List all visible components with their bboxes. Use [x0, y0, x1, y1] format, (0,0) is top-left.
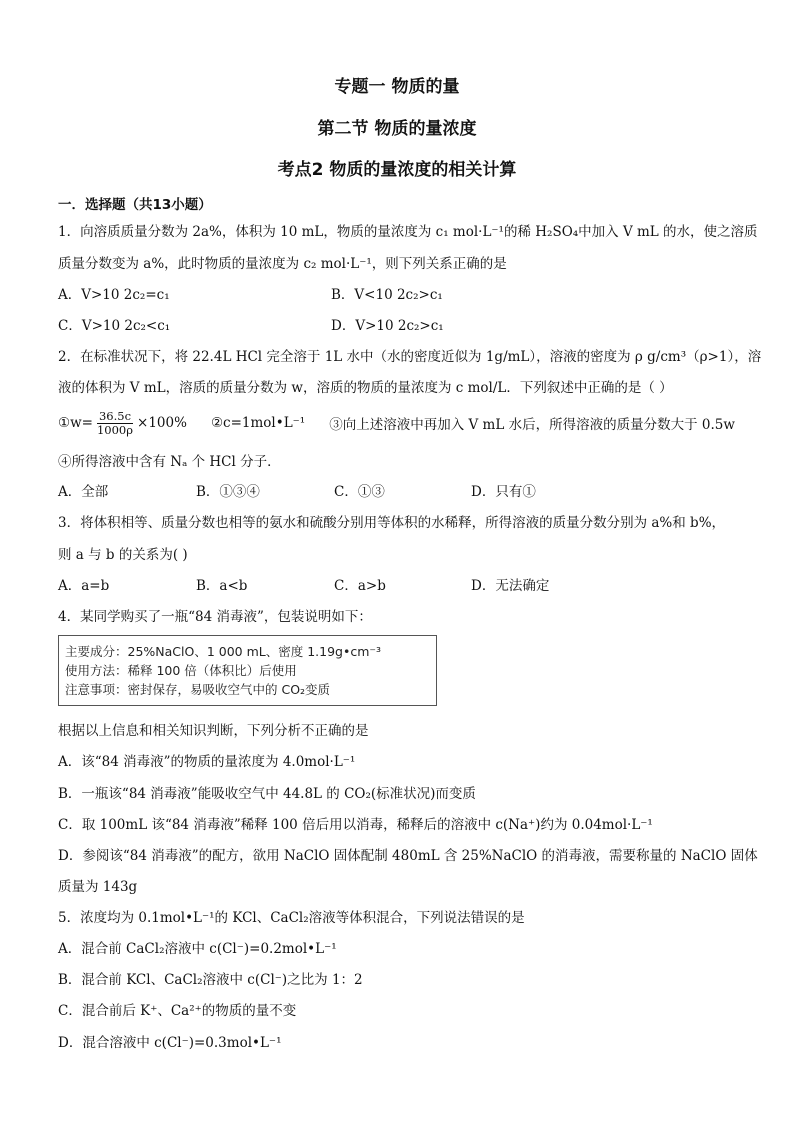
q5-option-a: A．混合前 CaCl₂溶液中 c(Cl⁻)=0.2mol•L⁻¹	[58, 941, 337, 957]
q4-stem-line1: 4．某同学购买了一瓶“84 消毒液”，包装说明如下：	[58, 609, 372, 625]
section-title: 第二节 物质的量浓度	[317, 119, 477, 139]
q4-option-d-line1: D．参阅该“84 消毒液”的配方，欲用 NaClO 固体配制 480mL 含 25%NaClO 的消毒液，需要称量的 NaClO 固体	[58, 848, 758, 864]
q3-stem-line2: 则 a 与 b 的关系为( )	[58, 547, 188, 563]
q5-option-b: B．混合前 KCl、CaCl₂溶液中 c(Cl⁻)之比为 1：2	[58, 972, 363, 988]
q2-statement4: ④所得溶液中含有 Nₐ 个 HCl 分子．	[58, 454, 281, 470]
q2-statement2: ②c=1mol•L⁻¹	[210, 415, 306, 431]
q4-label-notes: 注意事项：密封保存，易吸收空气中的 CO₂变质	[65, 682, 331, 697]
q1-stem-line2: 质量分数变为 a%，此时物质的量浓度为 c₂ mol·L⁻¹，则下列关系正确的是	[58, 256, 507, 272]
q2-statement1-fraction	[95, 410, 135, 437]
q4-label-box	[58, 635, 437, 706]
q2-stem-line1: 2．在标准状况下，将 22.4L HCl 完全溶于 1L 水中（水的密度近似为 1g/mL），溶液的密度为 ρ g/cm³（ρ>1），溶	[58, 349, 762, 365]
q1-option-d: D．V>10 2c₂>c₁	[331, 318, 444, 334]
q4-label-usage: 使用方法：稀释 100 倍（体积比）后使用	[65, 663, 297, 678]
q2-option-b: B．①③④	[196, 484, 260, 500]
q3-option-c: C．a>b	[334, 578, 386, 594]
fraction-denominator: 1000ρ	[96, 422, 134, 437]
q2-option-d: D．只有①	[471, 484, 536, 500]
q4-stem-line2: 根据以上信息和相关知识判断，下列分析不正确的是	[58, 723, 369, 739]
q4-option-b: B．一瓶该“84 消毒液”能吸收空气中 44.8L 的 CO₂(标准状况)而变质	[58, 786, 476, 802]
q3-option-a: A．a=b	[58, 578, 110, 594]
q5-option-d: D．混合溶液中 c(Cl⁻)=0.3mol•L⁻¹	[58, 1035, 282, 1051]
q3-stem-line1: 3．将体积相等、质量分数也相等的氨水和硫酸分别用等体积的水稀释，所得溶液的质量分数分别为 a%和 b%，	[58, 515, 726, 531]
fraction-numerator: 36.5c	[98, 408, 132, 423]
q2-option-c: C．①③	[334, 484, 385, 500]
q2-stem-line2: 液的体积为 V mL，溶质的质量分数为 w，溶质的物质的量浓度为 c mol/L．下列叙述中正确的是（ ）	[58, 380, 673, 396]
q4-option-c: C．取 100mL 该“84 消毒液”稀释 100 倍后用以消毒，稀释后的溶液中 c(Na⁺)约为 0.04mol·L⁻¹	[58, 817, 653, 833]
q5-stem-line1: 5．浓度均为 0.1mol•L⁻¹的 KCl、CaCl₂溶液等体积混合，下列说法错误的是	[58, 910, 525, 926]
q4-option-d-line2: 质量为 143g	[58, 879, 138, 895]
q1-option-a: A．V>10 2c₂=c₁	[58, 287, 170, 303]
q1-stem-line1: 1．向溶质质量分数为 2a%，体积为 10 mL，物质的量浓度为 c₁ mol·L⁻¹的稀 H₂SO₄中加入 V mL 的水，使之溶质	[58, 224, 758, 240]
topic-title: 专题一 物质的量	[334, 77, 460, 97]
q2-statements-row	[58, 408, 735, 438]
q4-label-ingredients: 主要成分：25%NaClO、1 000 mL、密度 1.19g•cm⁻³	[65, 644, 382, 659]
q3-option-b: B．a<b	[196, 578, 248, 594]
point-title: 考点2 物质的量浓度的相关计算	[277, 160, 517, 180]
q4-option-a: A．该“84 消毒液”的物质的量浓度为 4.0mol·L⁻¹	[58, 754, 356, 770]
q2-option-a: A．全部	[58, 484, 109, 500]
choice-section-heading: 一．选择题（共13小题）	[58, 197, 212, 213]
q1-option-c: C．V>10 2c₂<c₁	[58, 318, 171, 334]
q5-option-c: C．混合前后 K⁺、Ca²⁺的物质的量不变	[58, 1003, 297, 1019]
q3-option-d: D．无法确定	[471, 578, 550, 594]
q1-option-b: B．V<10 2c₂>c₁	[331, 287, 443, 303]
q2-statement1-prefix: ①w=	[58, 415, 93, 431]
q2-statement1-suffix: ×100%	[137, 415, 187, 431]
q2-statement3: ③向上述溶液中再加入 V mL 水后，所得溶液的质量分数大于 0.5w	[329, 417, 735, 433]
